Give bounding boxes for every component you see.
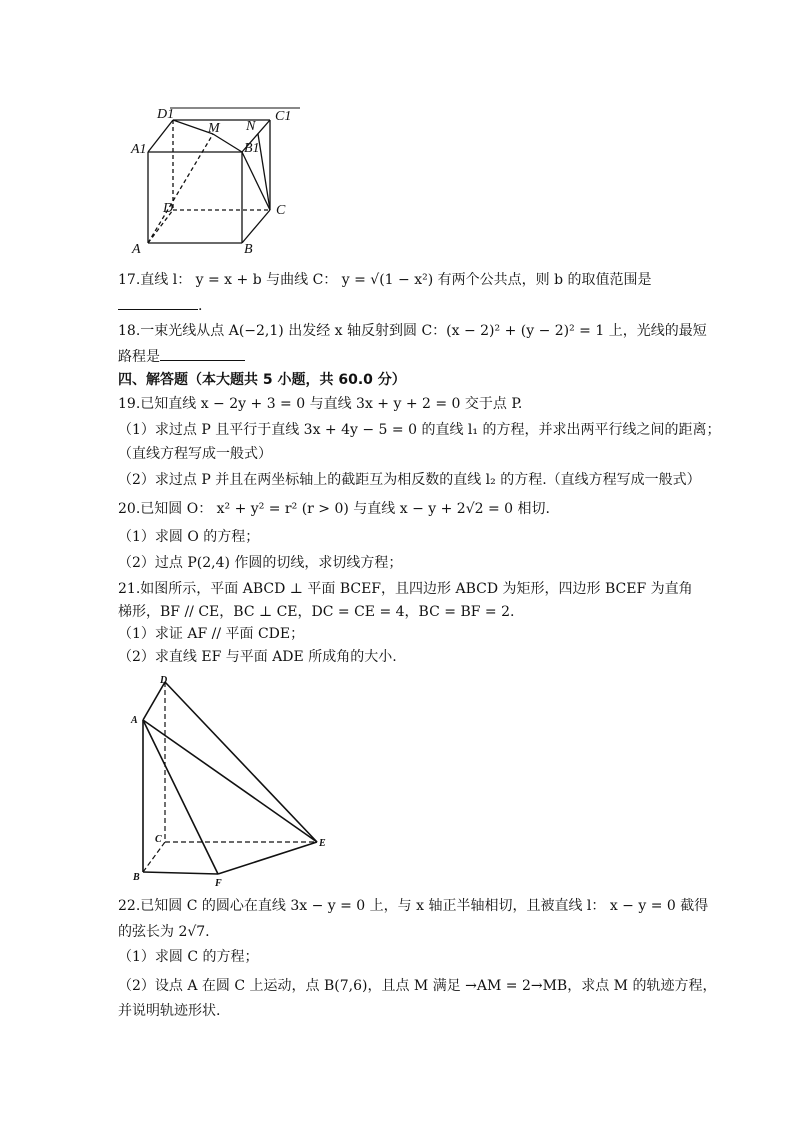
q21-stem1-text: 21.如图所示，平面 ABCD ⊥ 平面 BCEF，且四边形 ABCD 为矩形，四边形 BCEF 为直角 — [118, 581, 693, 597]
label-a1: A1 — [131, 142, 147, 157]
label-d1: D1 — [157, 107, 175, 122]
q19-part2 — [118, 470, 701, 490]
q18-line2 — [118, 346, 688, 367]
q17-period: . — [198, 298, 203, 314]
q18-answer-blank — [160, 346, 245, 361]
q21-part1-text: （1）求证 AF // 平面 CDE； — [118, 626, 305, 642]
q21-part2 — [118, 647, 688, 667]
q20-stem-text: 20.已知圆 O： x² + y² = r² (r > 0) 与直线 x − y + 2√2 = 0 相切. — [118, 501, 550, 517]
q22-part2b — [118, 1001, 688, 1021]
label-m: M — [208, 121, 220, 136]
q22-part2b-text: 并说明轨迹形状. — [118, 1003, 221, 1019]
label-b1: B1 — [244, 141, 260, 156]
segment-m-b1 — [213, 134, 242, 152]
label-c1: C1 — [275, 109, 292, 124]
q21-stem2 — [118, 602, 688, 622]
q18-text: 18.一束光线从点 A(−2,1) 出发经 x 轴反射到圆 C：(x − 2)² + (y − 2)² = 1 上，光线的最短 — [118, 323, 707, 339]
section-title: 四、解答题（本大题共 5 小题，共 60.0 分） — [118, 372, 406, 388]
q17-text: 17.直线 l： y = x + b 与曲线 C： y = √(1 − x²) 有两个公共点，则 b 的取值范围是 — [118, 272, 652, 288]
solid-figure — [125, 672, 340, 892]
q22-part1 — [118, 947, 688, 967]
edge-b-c — [242, 210, 270, 243]
q20-part1 — [118, 527, 688, 547]
q21-part1 — [118, 624, 688, 644]
edge-d-a — [143, 682, 165, 720]
q20-part2-text: （2）过点 P(2,4) 作圆的切线，求切线方程； — [118, 555, 403, 571]
cube-figure — [120, 100, 310, 260]
q19-part1b-text: （直线方程写成一般式） — [118, 446, 272, 462]
q18-text-2: 路程是 — [118, 349, 160, 365]
edge-d-e — [165, 682, 317, 842]
q19-part1 — [118, 420, 721, 440]
label-d: D — [160, 675, 168, 686]
q22-part1-text: （1）求圆 C 的方程； — [118, 949, 259, 965]
q20-part2 — [118, 553, 688, 573]
q19-stem — [118, 394, 688, 414]
q22-part2 — [118, 976, 717, 996]
label-a: A — [131, 715, 138, 726]
label-a: A — [132, 242, 141, 257]
q19-part2-text: （2）求过点 P 并且在两坐标轴上的截距互为相反数的直线 l₂ 的方程.（直线方程写成一般式） — [118, 472, 701, 488]
q19-part1b — [118, 444, 688, 464]
q18-line1 — [118, 321, 707, 341]
segment-d1-m — [173, 120, 213, 134]
label-b: B — [133, 872, 140, 883]
q22-stem1-text: 22.已知圆 C 的圆心在直线 3x − y = 0 上，与 x 轴正半轴相切，且被直线 l： x − y = 0 截得 — [118, 898, 709, 914]
label-c: C — [276, 203, 286, 218]
section-heading — [118, 370, 688, 390]
q20-stem — [118, 499, 688, 519]
q17-line2 — [118, 295, 688, 316]
label-f: F — [215, 878, 222, 889]
label-e: E — [319, 838, 326, 849]
edge-b-c — [143, 842, 165, 872]
edge-a-f — [143, 720, 218, 874]
segment-a-m — [148, 134, 213, 243]
q22-stem2-text: 的弦长为 2√7. — [118, 924, 210, 940]
q22-stem2 — [118, 922, 688, 942]
q19-part1-text: （1）求过点 P 且平行于直线 3x + 4y − 5 = 0 的直线 l₁ 的方程，并求出两平行线之间的距离； — [118, 422, 721, 438]
edge-a1-d1 — [148, 120, 173, 152]
q21-stem1 — [118, 579, 693, 599]
label-c: C — [155, 834, 162, 845]
q21-stem2-text: 梯形，BF // CE，BC ⊥ CE，DC = CE = 4，BC = BF = 2. — [118, 604, 515, 620]
label-n: N — [246, 119, 256, 134]
q17-line1 — [118, 270, 688, 290]
edge-b-f — [143, 872, 218, 874]
q17-answer-blank — [118, 295, 198, 310]
label-d: D — [163, 201, 174, 216]
edge-f-e — [218, 842, 317, 874]
q21-part2-text: （2）求直线 EF 与平面 ADE 所成角的大小. — [118, 649, 397, 665]
q22-part2-text: （2）设点 A 在圆 C 上运动，点 B(7,6)，且点 M 满足 →AM = 2→MB，求点 M 的轨迹方程， — [118, 978, 717, 994]
q19-stem-text: 19.已知直线 x − 2y + 3 = 0 与直线 3x + y + 2 = 0 交于点 P. — [118, 396, 523, 412]
q22-stem1 — [118, 896, 709, 916]
label-b: B — [244, 242, 253, 257]
q20-part1-text: （1）求圆 O 的方程； — [118, 529, 260, 545]
edge-a-e — [143, 720, 317, 842]
